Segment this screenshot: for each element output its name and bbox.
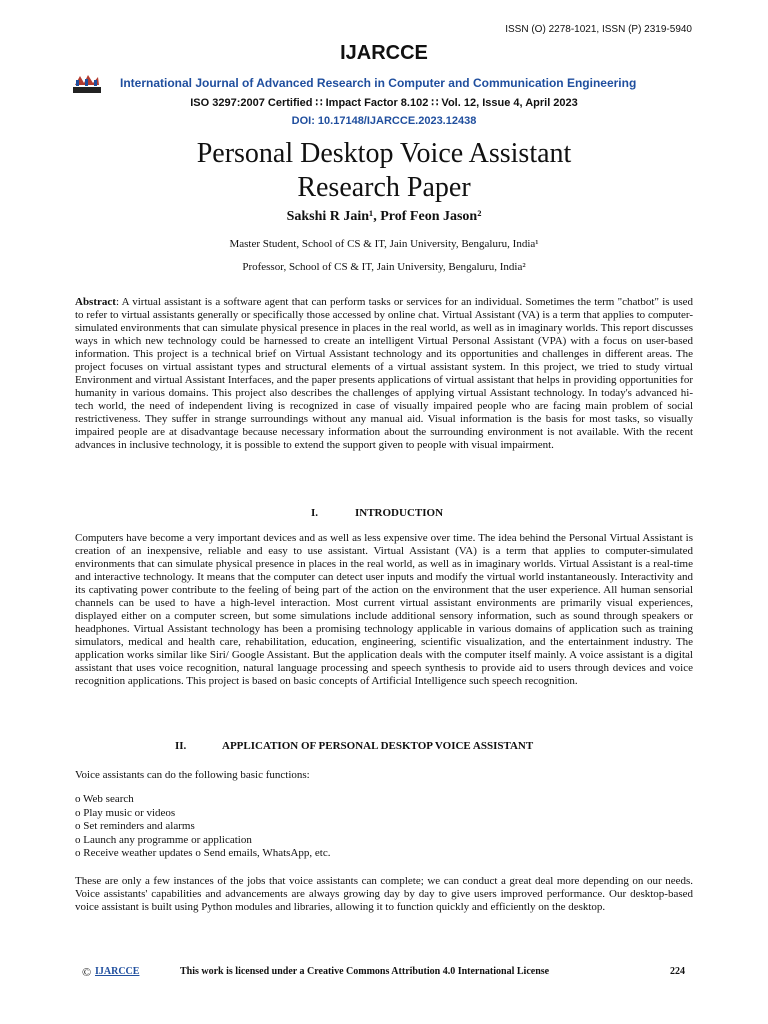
paper-title-line1: Personal Desktop Voice Assistant xyxy=(196,138,572,169)
journal-full-name: International Journal of Advanced Research in Computer and Communication Engineering xyxy=(120,76,637,90)
doi-line[interactable]: DOI: 10.17148/IJARCCE.2023.12438 xyxy=(291,115,477,127)
abstract-paragraph xyxy=(75,296,693,452)
section-title: APPLICATION OF PERSONAL DESKTOP VOICE ASSISTANT xyxy=(222,740,534,752)
affiliation-1: Master Student, School of CS & IT, Jain University, Bengaluru, India¹ xyxy=(229,238,539,250)
journal-link[interactable]: IJARCCE xyxy=(95,966,140,977)
certification-line: ISO 3297:2007 Certified ∷ Impact Factor 8.102 ∷ Vol. 12, Issue 4, April 2023 xyxy=(190,97,578,109)
section-number: II. xyxy=(175,740,187,752)
issn-line: ISSN (O) 2278-1021, ISSN (P) 2319-5940 xyxy=(505,24,692,35)
page-number: 224 xyxy=(670,966,685,977)
paper-title xyxy=(0,137,768,205)
introduction-paragraph: Computers have become a very important devices and as well as less expensive over time. The idea behind the Personal Virtual Assistant is creation of an inexpensive, reliable and easy to use assistant. Virtual Assistant (VA) is a term that applies to computer-simulated environments that can simulate physical presence in places in the real world, as well as in imaginary worlds. Virtual Assistant is a real-time and interactive technology. It means that the computer can detect user inputs and modify the virtual world instantaneously. Interactivity and its captivating power contribute to the feeling of being part of the action on the environment that the user experience. All human sensorial channels can be used to have a high-level interaction. Most current virtual assistant environments are primarily visual experiences, displayed either on a computer screen, but some simulations include additional sensory information, such as sound through speakers or headphones. Virtual Assistant technology has been a promising technology applicable in various domains of application such as training simulators, medical and health care, rehabilitation, education, engineering, scientific visualization, and the entertainment industry. The application works similar like Siri/ Google Assistant. But the application deals with the computer itself mainly. A voice assistant is a digital assistant that uses voice recognition, natural language processing and speech synthesis to provide aid to users through devices and voice recognition applications. This project is based on basic concepts of Artificial Intelligence such speech recognition. xyxy=(75,532,693,687)
paper-title-line2: Research Paper xyxy=(297,172,471,203)
list-item: o Receive weather updates o Send emails, WhatsApp, etc. xyxy=(75,847,331,859)
paper-authors: Sakshi R Jain¹, Prof Feon Jason² xyxy=(286,209,482,224)
copyright-symbol: © xyxy=(82,965,92,979)
section-title: INTRODUCTION xyxy=(355,507,444,519)
affiliation-2: Professor, School of CS & IT, Jain University, Bengaluru, India² xyxy=(242,261,526,273)
journal-logo xyxy=(71,71,103,95)
section-number: I. xyxy=(311,507,319,519)
functions-list xyxy=(75,793,330,861)
page-footer xyxy=(0,966,768,982)
list-item: o Set reminders and alarms xyxy=(75,820,195,832)
list-item: o Play music or videos xyxy=(75,806,176,819)
journal-name: IJARCCE xyxy=(340,42,428,64)
abstract-text: : A virtual assistant is a software agent that can perform tasks or services for an individual. Sometimes the term "chatbot" is used to refer to virtual assistants generally or specifically those accessed by online chat. Virtual Assistant (VA) is a term that applies to computer-simulated environments that can simulate physical presence in places in the real world, as well as in imaginary worlds. This report discusses ways in which new technology could be harnessed to create an intelligent Virtual Personal Assistant (VPA) with a focus on user-based information. This project is a technical brief on Virtual Assistant technology and its opportunities and challenges in different areas. The project focuses on virtual assistant types and structural elements of a virtual assistant system. In this project, we tried to study virtual Environment and virtual Assistant Interfaces, and the paper presents applications of virtual assistant that helps in providing opportunities for humanity in various domains. This project also describes the challenges of applying virtual Assistant technology. In today's advanced hi-tech world, the need of independent living is recognized in case of visually impaired people who are facing main problem of social restrictiveness. They suffer in strange surroundings without any manual aid. Visual information is the basis for most tasks, so visually impaired people are at disadvantage because necessary information about the surrounding environment is not available. With the recent advances in inclusive technology, it is possible to extend the support given to people with visual impairment. xyxy=(75,296,693,451)
list-item: o Launch any programme or application xyxy=(75,833,252,846)
license-text: This work is licensed under a Creative Commons Attribution 4.0 International License xyxy=(180,966,550,977)
list-item: o Web search xyxy=(75,793,134,805)
closing-paragraph: These are only a few instances of the jobs that voice assistants can complete; we can conduct a great deal more depending on our needs. Voice assistants' capabilities and advancements are always growing day by day to give users improved performance. Our desktop-based voice assistant is built using Python modules and libraries, allowing it to function quickly and efficiently on the desktop. xyxy=(75,875,693,913)
functions-intro: Voice assistants can do the following basic functions: xyxy=(75,769,310,781)
abstract-label: Abstract xyxy=(75,296,116,308)
